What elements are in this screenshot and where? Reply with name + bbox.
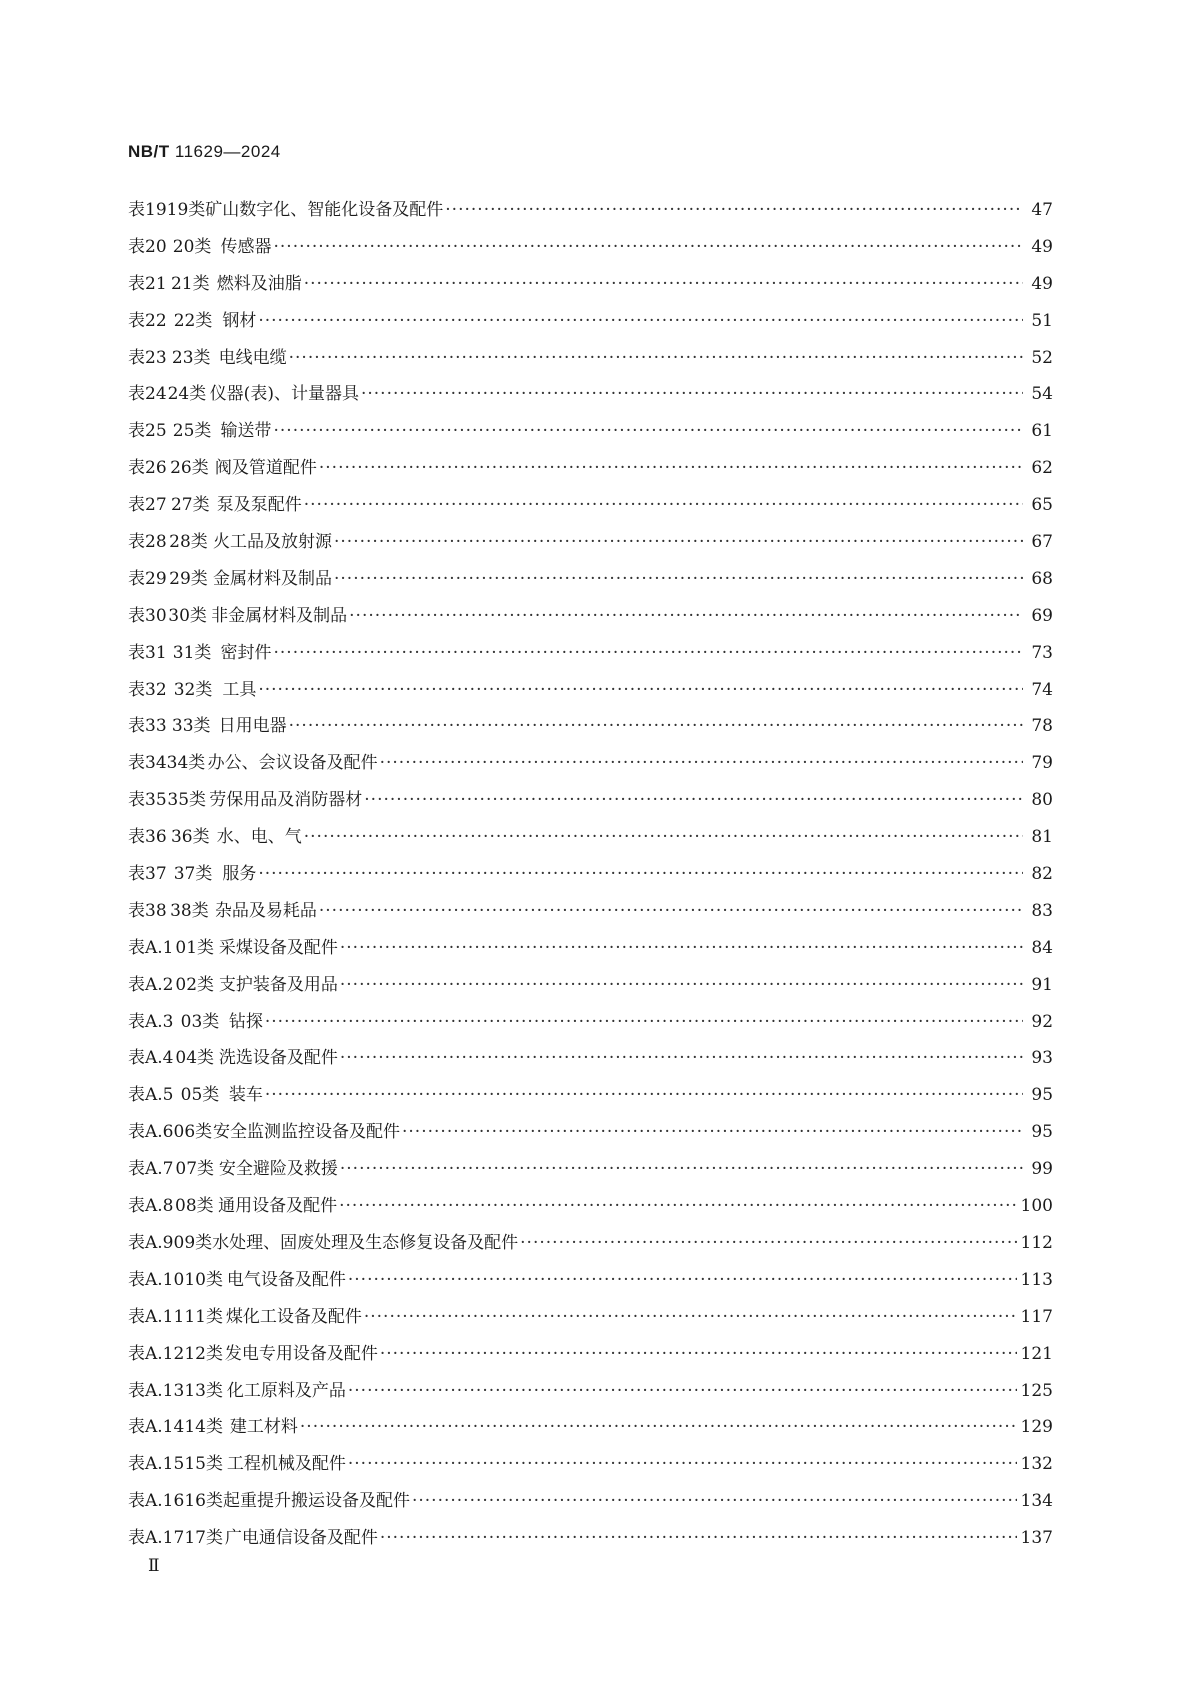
toc-table-label: 表29: [128, 568, 167, 589]
document-code-prefix: NB/T: [128, 142, 170, 161]
toc-title: 起重提升搬运设备及配件: [222, 1491, 410, 1512]
toc-title: 电线电缆: [218, 347, 287, 368]
toc-table-label: 表38: [128, 900, 167, 921]
toc-table-label: 表36: [128, 827, 167, 848]
toc-leader-dots: [265, 1077, 1023, 1114]
toc-leader-dots: [340, 930, 1023, 967]
toc-title: 火工品及放射源: [213, 532, 332, 553]
toc-title: 通用设备及配件: [218, 1196, 338, 1217]
toc-page-number: 95: [1031, 1122, 1053, 1143]
toc-table-label: 表A.7: [128, 1159, 174, 1180]
toc-leader-dots: [273, 229, 1023, 266]
toc-category: 16类: [184, 1491, 223, 1512]
toc-category: 09类: [173, 1232, 213, 1253]
toc-title: 泵及泵配件: [216, 495, 302, 516]
toc-table-label: 表24: [128, 384, 167, 405]
toc-page-number: 81: [1031, 827, 1053, 848]
toc-leader-dots: [348, 1446, 1017, 1483]
toc-page-number: 49: [1031, 273, 1053, 294]
toc-category: 07类: [175, 1159, 215, 1180]
toc-category: 21类: [170, 273, 210, 294]
toc-leader-dots: [349, 598, 1023, 635]
toc-leader-dots: [380, 1520, 1017, 1557]
toc-entry[interactable]: [128, 893, 1053, 930]
toc-category: 38类: [170, 900, 209, 921]
toc-entry[interactable]: [128, 524, 1053, 561]
toc-page-number: 52: [1031, 347, 1053, 368]
toc-leader-dots: [265, 1004, 1023, 1041]
toc-leader-dots: [319, 893, 1023, 930]
toc-page-number: 74: [1031, 679, 1053, 700]
toc-title: 日用电器: [218, 716, 287, 737]
toc-category: 13类: [184, 1380, 223, 1401]
toc-leader-dots: [340, 1040, 1023, 1077]
toc-category: 08类: [175, 1196, 214, 1217]
toc-table-label: 表A.10: [128, 1269, 185, 1290]
toc-title: 水、电、气: [216, 827, 302, 848]
toc-table-label: 表33: [128, 716, 167, 737]
toc-category: 24类: [167, 384, 207, 405]
toc-title: 传感器: [220, 236, 272, 257]
toc-entry[interactable]: [128, 672, 1053, 709]
toc-category: 12类: [184, 1343, 223, 1364]
toc-category: 03类: [180, 1011, 220, 1032]
toc-entry[interactable]: [128, 1409, 1053, 1446]
toc-entry[interactable]: [128, 930, 1053, 967]
toc-category: 37类: [173, 864, 213, 885]
toc-page-number: 47: [1031, 200, 1053, 220]
toc-page-number: 61: [1031, 421, 1053, 442]
toc-page-number: 83: [1031, 900, 1053, 921]
toc-table-label: 表19: [128, 200, 167, 220]
toc-category: 23类: [171, 347, 211, 368]
toc-entry[interactable]: [128, 340, 1053, 377]
toc-leader-dots: [445, 192, 1023, 229]
toc-leader-dots: [258, 672, 1023, 709]
toc-entry[interactable]: [128, 487, 1053, 524]
toc-leader-dots: [412, 1483, 1017, 1520]
toc-title: 密封件: [220, 642, 272, 663]
toc-table-label: 表A.14: [128, 1417, 185, 1438]
toc-entry[interactable]: [128, 376, 1053, 413]
toc-title: 煤化工设备及配件: [225, 1306, 362, 1327]
toc-page-number: 113: [1020, 1269, 1053, 1290]
toc-entry[interactable]: [128, 1225, 1053, 1262]
toc-entry[interactable]: [128, 1040, 1053, 1077]
toc-title: 工具: [222, 679, 257, 700]
toc-table-label: 表30: [128, 605, 167, 626]
toc-category: 33类: [171, 716, 211, 737]
toc-table-label: 表35: [128, 790, 167, 811]
toc-page-number: 78: [1031, 716, 1053, 737]
document-code-number: 11629—2024: [174, 142, 281, 161]
toc-page-number: 68: [1031, 568, 1053, 589]
toc-title: 输送带: [220, 421, 272, 442]
toc-category: 29类: [169, 568, 208, 589]
toc-category: 27类: [170, 495, 210, 516]
toc-leader-dots: [339, 1188, 1016, 1225]
toc-category: 02类: [175, 974, 215, 995]
toc-leader-dots: [304, 266, 1023, 303]
toc-table-label: 表A.4: [128, 1048, 174, 1069]
toc-table-label: 表21: [128, 273, 167, 294]
toc-page-number: 54: [1031, 384, 1053, 405]
toc-table-label: 表A.12: [128, 1343, 185, 1364]
toc-category: 05类: [180, 1085, 220, 1106]
toc-entry[interactable]: [128, 745, 1053, 782]
toc-entry[interactable]: [128, 1446, 1053, 1483]
toc-leader-dots: [380, 745, 1023, 782]
toc-table-label: 表A.11: [128, 1306, 185, 1327]
toc-table-label: 表A.5: [128, 1085, 174, 1106]
toc-category: 19类: [166, 200, 206, 220]
toc-table-label: 表A.3: [128, 1011, 174, 1032]
toc-entry[interactable]: [128, 1004, 1053, 1041]
toc-category: 36类: [170, 827, 210, 848]
toc-page-number: 100: [1020, 1196, 1053, 1217]
toc-category: 10类: [184, 1269, 223, 1290]
toc-title: 劳保用品及消防器材: [209, 790, 363, 811]
toc-title: 化工原料及产品: [226, 1380, 346, 1401]
page-number: Ⅱ: [148, 1556, 160, 1576]
document-code: [128, 142, 281, 162]
toc-page-number: 79: [1031, 753, 1053, 774]
toc-page-number: 51: [1031, 310, 1053, 331]
toc-page-number: 65: [1031, 495, 1053, 516]
toc-leader-dots: [334, 561, 1023, 598]
toc-title: 燃料及油脂: [216, 273, 302, 294]
toc-page-number: 67: [1031, 532, 1053, 553]
toc-page-number: 129: [1020, 1417, 1053, 1438]
toc-category: 32类: [173, 679, 213, 700]
toc-title: 发电专用设备及配件: [224, 1343, 378, 1364]
toc-leader-dots: [402, 1114, 1023, 1151]
toc-page-number: 132: [1020, 1454, 1053, 1475]
toc-page-number: 137: [1020, 1528, 1053, 1549]
toc-leader-dots: [300, 1409, 1017, 1446]
toc-page-number: 73: [1031, 642, 1053, 663]
toc-leader-dots: [273, 635, 1023, 672]
toc-title: 钻探: [228, 1011, 263, 1032]
toc-category: 22类: [173, 310, 213, 331]
toc-leader-dots: [340, 967, 1023, 1004]
toc-table-label: 表27: [128, 495, 167, 516]
table-of-contents: [128, 192, 1053, 1557]
toc-page-number: 121: [1020, 1343, 1053, 1364]
toc-category: 15类: [184, 1454, 223, 1475]
toc-title: 矿山数字化、智能化设备及配件: [205, 200, 444, 220]
toc-table-label: 表A.16: [128, 1491, 185, 1512]
toc-leader-dots: [273, 413, 1023, 450]
toc-page-number: 69: [1031, 605, 1053, 626]
toc-title: 安全避险及救援: [218, 1159, 338, 1180]
toc-table-label: 表20: [128, 236, 167, 257]
toc-page-number: 92: [1031, 1011, 1054, 1032]
toc-title: 安全监测监控设备及配件: [213, 1122, 400, 1143]
toc-leader-dots: [364, 1299, 1017, 1336]
toc-page-number: 125: [1020, 1380, 1053, 1401]
toc-table-label: 表34: [128, 753, 167, 774]
toc-leader-dots: [380, 1336, 1017, 1373]
toc-table-label: 表26: [128, 458, 167, 479]
toc-entry[interactable]: [128, 1151, 1053, 1188]
toc-page-number: 99: [1031, 1159, 1053, 1180]
toc-table-label: 表32: [128, 679, 167, 700]
toc-entry[interactable]: [128, 192, 1053, 229]
toc-table-label: 表A.15: [128, 1454, 185, 1475]
toc-leader-dots: [304, 819, 1023, 856]
toc-entry[interactable]: [128, 266, 1053, 303]
toc-entry[interactable]: [128, 708, 1053, 745]
toc-title: 办公、会议设备及配件: [207, 753, 378, 774]
toc-leader-dots: [361, 376, 1023, 413]
toc-title: 装车: [228, 1085, 263, 1106]
toc-entry[interactable]: [128, 1373, 1053, 1410]
toc-entry[interactable]: [128, 1299, 1053, 1336]
toc-page-number: 80: [1031, 790, 1053, 811]
toc-category: 25类: [172, 421, 212, 442]
toc-table-label: 表A.13: [128, 1380, 185, 1401]
toc-table-label: 表25: [128, 421, 167, 442]
toc-title: 采煤设备及配件: [218, 937, 338, 958]
toc-entry[interactable]: [128, 413, 1053, 450]
toc-category: 20类: [172, 236, 212, 257]
toc-title: 洗选设备及配件: [218, 1048, 338, 1069]
toc-entry[interactable]: [128, 598, 1053, 635]
toc-entry[interactable]: [128, 561, 1053, 598]
toc-leader-dots: [258, 303, 1023, 340]
toc-page-number: 82: [1031, 864, 1053, 885]
toc-title: 工程机械及配件: [226, 1454, 346, 1475]
toc-table-label: 表23: [128, 347, 167, 368]
toc-page-number: 95: [1031, 1085, 1054, 1106]
toc-category: 28类: [169, 532, 208, 553]
toc-entry[interactable]: [128, 967, 1053, 1004]
toc-leader-dots: [319, 450, 1023, 487]
toc-title: 电气设备及配件: [226, 1269, 346, 1290]
toc-title: 服务: [222, 864, 257, 885]
toc-page-number: 62: [1031, 458, 1053, 479]
toc-leader-dots: [289, 708, 1023, 745]
toc-title: 广电通信设备及配件: [224, 1528, 378, 1549]
toc-category: 30类: [168, 605, 207, 626]
toc-entry[interactable]: [128, 1188, 1053, 1225]
toc-category: 04类: [175, 1048, 215, 1069]
toc-title: 金属材料及制品: [213, 568, 332, 589]
toc-title: 杂品及易耗品: [214, 900, 317, 921]
toc-title: 钢材: [222, 310, 257, 331]
toc-entry[interactable]: [128, 1483, 1053, 1520]
toc-entry[interactable]: [128, 1077, 1053, 1114]
toc-table-label: 表31: [128, 642, 167, 663]
toc-leader-dots: [304, 487, 1023, 524]
toc-page-number: 91: [1031, 974, 1053, 995]
toc-table-label: 表A.9: [128, 1232, 174, 1253]
toc-page-number: 84: [1031, 937, 1053, 958]
toc-entry[interactable]: [128, 1520, 1053, 1557]
toc-leader-dots: [289, 340, 1023, 377]
toc-table-label: 表A.17: [128, 1528, 185, 1549]
toc-category: 01类: [175, 937, 215, 958]
toc-title: 支护装备及用品: [218, 974, 338, 995]
toc-entry[interactable]: [128, 229, 1053, 266]
toc-leader-dots: [520, 1225, 1016, 1262]
toc-entry[interactable]: [128, 1336, 1053, 1373]
toc-table-label: 表37: [128, 864, 167, 885]
toc-entry[interactable]: [128, 819, 1053, 856]
toc-table-label: 表A.8: [128, 1196, 174, 1217]
toc-page-number: 112: [1020, 1232, 1053, 1253]
toc-title: 水处理、固废处理及生态修复设备及配件: [212, 1232, 519, 1253]
toc-table-label: 表A.6: [128, 1122, 174, 1143]
toc-title: 阀及管道配件: [214, 458, 317, 479]
toc-category: 11类: [184, 1306, 223, 1327]
toc-table-label: 表A.1: [128, 937, 174, 958]
toc-category: 31类: [172, 642, 212, 663]
toc-leader-dots: [340, 1151, 1023, 1188]
toc-table-label: 表A.2: [128, 974, 174, 995]
toc-leader-dots: [334, 524, 1023, 561]
toc-entry[interactable]: [128, 1114, 1053, 1151]
toc-page-number: 134: [1020, 1491, 1053, 1512]
toc-category: 35类: [167, 790, 207, 811]
toc-leader-dots: [348, 1373, 1017, 1410]
toc-category: 06类: [173, 1122, 213, 1143]
toc-page-number: 49: [1031, 236, 1053, 257]
toc-category: 34类: [166, 753, 206, 774]
toc-entry[interactable]: [128, 856, 1053, 893]
toc-table-label: 表28: [128, 532, 167, 553]
toc-page-number: 117: [1020, 1306, 1053, 1327]
toc-entry[interactable]: [128, 782, 1053, 819]
toc-leader-dots: [364, 782, 1023, 819]
toc-entry[interactable]: [128, 303, 1053, 340]
toc-title: 仪器(表)、计量器具: [209, 384, 359, 405]
toc-entry[interactable]: [128, 1262, 1053, 1299]
toc-title: 建工材料: [229, 1417, 298, 1438]
toc-leader-dots: [348, 1262, 1017, 1299]
toc-category: 26类: [170, 458, 209, 479]
toc-page-number: 93: [1031, 1048, 1053, 1069]
toc-title: 非金属材料及制品: [211, 605, 348, 626]
toc-table-label: 表22: [128, 310, 167, 331]
toc-category: 17类: [184, 1528, 223, 1549]
toc-entry[interactable]: [128, 450, 1053, 487]
toc-leader-dots: [258, 856, 1023, 893]
toc-entry[interactable]: [128, 635, 1053, 672]
toc-category: 14类: [184, 1417, 223, 1438]
